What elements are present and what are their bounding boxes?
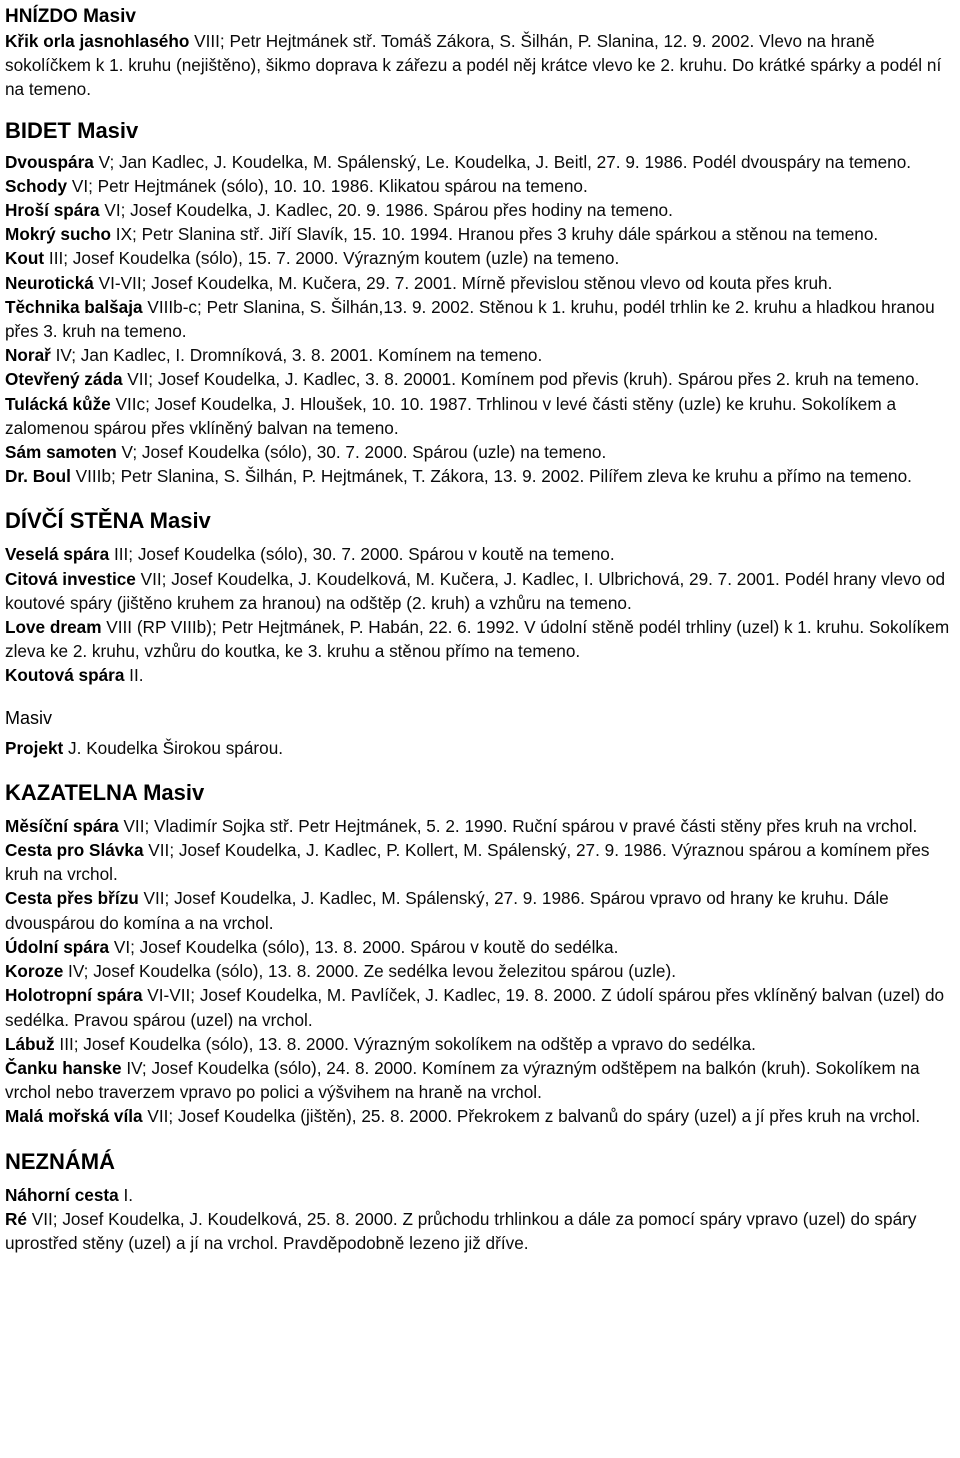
section-heading: HNÍZDO Masiv	[5, 6, 136, 27]
route-entry	[5, 295, 950, 343]
section-hnizdo	[5, 5, 950, 102]
route-entry	[5, 959, 950, 983]
route-name: Norař	[5, 345, 51, 366]
route-entry	[5, 935, 950, 959]
section-heading: Masiv	[5, 707, 53, 728]
route-description: VII; Josef Koudelka, J. Koudelková, M. Kučera, J. Kadlec, I. Ulbrichová, 29. 7. 2001. Podél hrany vlevo od koutové spáry (jištěno kruhem za hranou) na odštěp (2. kruh) a vzhůru na temeno.	[5, 568, 946, 613]
route-entry	[5, 1104, 950, 1128]
section-heading: NEZNÁMÁ	[5, 1148, 115, 1174]
section-heading: BIDET Masiv	[5, 117, 139, 143]
route-entry	[5, 1183, 950, 1207]
route-name: Těchnika balšaja	[5, 296, 143, 317]
route-name: Love dream	[5, 617, 102, 638]
route-name: Náhorní cesta	[5, 1184, 119, 1205]
route-description: VIII; Petr Hejtmánek stř. Tomáš Zákora, S. Šilhán, P. Slanina, 12. 9. 2002. Vlevo na hraně sokolíčkem k 1. kruhu (nejištěno), šikmo doprava k zářezu a podél něj krátce vlevo ke 2. kruhu. Do krátké spárky a podél ní na temeno.	[5, 31, 942, 100]
route-name: Měsíční spára	[5, 815, 119, 836]
route-name: Dvouspára	[5, 151, 94, 172]
route-name: Otevřený záda	[5, 369, 123, 390]
route-description: VI-VII; Josef Koudelka, M. Pavlíček, J. Kadlec, 19. 8. 2000. Z údolí spárou přes vklíněný balvan (uzel) do sedélka. Pravou spárou (uzel) na vrchol.	[5, 985, 945, 1030]
route-name: Kout	[5, 248, 45, 269]
route-entry	[5, 440, 950, 464]
route-entry	[5, 814, 950, 838]
route-description: IX; Petr Slanina stř. Jiří Slavík, 15. 10. 1994. Hranou přes 3 kruhy dále spárkou a stěnou na temeno.	[111, 224, 879, 245]
route-entry	[5, 838, 950, 886]
section-masiv	[5, 706, 950, 760]
route-description: I.	[118, 1184, 133, 1205]
route-entry	[5, 567, 950, 615]
route-name: Malá mořská víla	[5, 1106, 143, 1127]
route-name: Holotropní spára	[5, 985, 143, 1006]
route-entry	[5, 736, 950, 760]
route-description: III; Josef Koudelka (sólo), 13. 8. 2000. Výrazným sokolíkem na odštěp a vpravo do sedélka.	[54, 1033, 756, 1054]
route-entry	[5, 983, 950, 1031]
section-bidet	[5, 118, 950, 489]
route-entry	[5, 615, 950, 663]
route-description: VII; Josef Koudelka (jištěn), 25. 8. 2000. Překrokem z balvanů do spáry (uzel) a jí přes kruh na vrchol.	[142, 1106, 921, 1127]
route-name: Sám samoten	[5, 442, 117, 463]
route-description: VIII (RP VIIIb); Petr Hejtmánek, P. Habán, 22. 6. 1992. V údolní stěně podél trhliny (uzel) k 1. kruhu. Sokolíkem zleva ke 2. kruhu, vzhůru do koutka, ke 3. kruhu a stěnou přímo na temeno.	[5, 617, 950, 662]
route-description: VIIc; Josef Koudelka, J. Hloušek, 10. 10. 1987. Trhlinou v levé části stěny (uzle) ke kruhu. Sokolíkem a zalomenou spárou přes vklíněný balvan na temeno.	[5, 393, 897, 438]
route-name: Schody	[5, 175, 68, 196]
route-description: VI; Petr Hejtmánek (sólo), 10. 10. 1986. Klikatou spárou na temeno.	[67, 175, 588, 196]
route-description: VII; Vladimír Sojka stř. Petr Hejtmánek, 5. 2. 1990. Ruční spárou v pravé části stěny přes kruh na vrchol.	[118, 815, 918, 836]
route-entry	[5, 174, 950, 198]
route-name: Dr. Boul	[5, 466, 71, 487]
route-description: V; Josef Koudelka (sólo), 30. 7. 2000. Spárou (uzle) na temeno.	[116, 442, 607, 463]
route-description: IV; Josef Koudelka (sólo), 24. 8. 2000. Komínem za výrazným odštěpem na balkón (kruh). Sokolíkem na vrchol nebo traverzem vpravo po polici a výšvihem na hraně na vrchol.	[5, 1057, 920, 1103]
section-heading: KAZATELNA Masiv	[5, 779, 205, 805]
route-name: Cesta přes břízu	[5, 888, 139, 909]
route-description: V; Jan Kadlec, J. Koudelka, M. Spálenský, Le. Koudelka, J. Beitl, 27. 9. 1986. Podél dvouspáry na temeno.	[93, 151, 912, 172]
route-description: VII; Josef Koudelka, J. Kadlec, M. Spálenský, 27. 9. 1986. Spárou vpravo od hrany ke kruhu. Dále dvouspárou do komína a na vrchol.	[5, 888, 889, 933]
section-kazatelna	[5, 780, 950, 1129]
section-heading: DÍVČÍ STĚNA Masiv	[5, 508, 211, 534]
route-entry	[5, 1207, 950, 1255]
route-description: III; Josef Koudelka (sólo), 15. 7. 2000. Výrazným koutem (uzle) na temeno.	[44, 248, 620, 269]
route-entry	[5, 198, 950, 222]
route-name: Neurotická	[5, 272, 94, 293]
route-entry	[5, 29, 950, 102]
route-entry	[5, 392, 950, 440]
route-entry	[5, 542, 950, 566]
route-entry	[5, 663, 950, 687]
route-description: III; Josef Koudelka (sólo), 30. 7. 2000. Spárou v koutě na temeno.	[109, 544, 615, 565]
route-entry	[5, 367, 950, 391]
route-description: IV; Josef Koudelka (sólo), 13. 8. 2000. Ze sedélka levou železitou spárou (uzle).	[63, 961, 676, 982]
route-name: Citová investice	[5, 568, 136, 589]
route-entry	[5, 343, 950, 367]
route-name: Projekt	[5, 737, 64, 758]
route-entry	[5, 1056, 950, 1104]
route-entry	[5, 464, 950, 488]
route-name: Cesta pro Slávka	[5, 840, 144, 861]
route-name: Hroší spára	[5, 200, 100, 221]
route-entry	[5, 150, 950, 174]
route-description: II.	[124, 665, 144, 686]
route-entry	[5, 222, 950, 246]
route-name: Lábuž	[5, 1033, 55, 1054]
route-description: VI; Josef Koudelka (sólo), 13. 8. 2000. Spárou v koutě do sedélka.	[109, 936, 619, 957]
route-description: VII; Josef Koudelka, J. Kadlec, 3. 8. 20001. Komínem pod převis (kruh). Spárou přes 2. kruh na temeno.	[122, 369, 920, 390]
section-divci-stena	[5, 508, 950, 687]
route-name: Čanku hanske	[5, 1057, 122, 1078]
route-name: Mokrý sucho	[5, 224, 112, 245]
route-name: Ré	[5, 1208, 27, 1229]
route-name: Koroze	[5, 961, 64, 982]
route-description: J. Koudelka Širokou spárou.	[63, 737, 284, 758]
route-name: Koutová spára	[5, 665, 125, 686]
route-description: VI; Josef Koudelka, J. Kadlec, 20. 9. 1986. Spárou přes hodiny na temeno.	[99, 200, 673, 221]
route-description: VII; Josef Koudelka, J. Koudelková, 25. 8. 2000. Z průchodu trhlinkou a dále za pomocí spáry vpravo (uzel) do spáry uprostřed stěny (uzel) a jí na vrchol. Pravděpodobně lezeno již dříve.	[5, 1208, 917, 1253]
route-entry	[5, 271, 950, 295]
route-description: VIIIb-c; Petr Slanina, S. Šilhán,13. 9. 2002. Stěnou k 1. kruhu, podél trhlin ke 2. kruhu a hladkou hranou přes 3. kruh na temeno.	[5, 296, 935, 342]
route-name: Údolní spára	[5, 936, 110, 957]
route-description: IV; Jan Kadlec, I. Dromníková, 3. 8. 2001. Komínem na temeno.	[50, 345, 543, 366]
route-description: VII; Josef Koudelka, J. Kadlec, P. Kollert, M. Spálenský, 27. 9. 1986. Výraznou spárou a komínem přes kruh na vrchol.	[5, 840, 930, 885]
route-name: Tulácká kůže	[5, 393, 111, 414]
section-neznama	[5, 1149, 950, 1256]
route-name: Veselá spára	[5, 544, 110, 565]
route-entry	[5, 886, 950, 934]
route-description: VI-VII; Josef Koudelka, M. Kučera, 29. 7. 2001. Mírně převislou stěnou vlevo od kouta přes kruh.	[93, 272, 833, 293]
route-entry	[5, 1032, 950, 1056]
route-entry	[5, 246, 950, 270]
route-description: VIIIb; Petr Slanina, S. Šilhán, P. Hejtmánek, T. Zákora, 13. 9. 2002. Pilířem zleva ke kruhu a přímo na temeno.	[70, 466, 912, 487]
route-name: Křik orla jasnohlasého	[5, 31, 190, 51]
